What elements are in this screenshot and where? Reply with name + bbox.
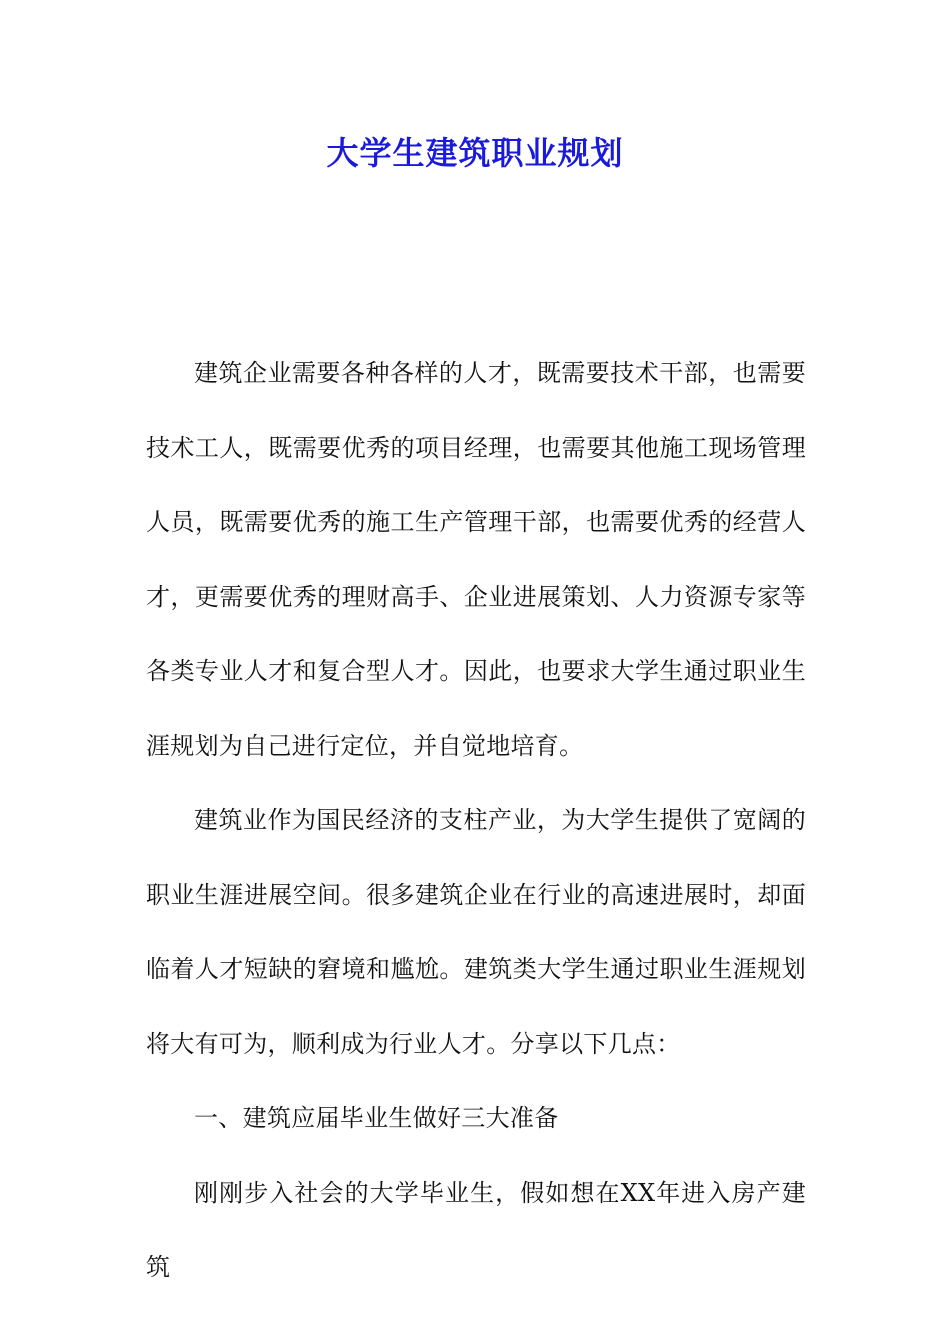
document-title: 大学生建筑职业规划 — [326, 134, 624, 172]
paragraph-1: 建筑企业需要各种各样的人才，既需要技术干部，也需要技术工人，既需要优秀的项目经理，也需要其他施工现场管理人员，既需要优秀的施工生产管理干部，也需要优秀的经营人才，更需要优秀的理财高手、企业进展策划、人力资源专家等各类专业人才和复合型人才。因此，也要求大学生通过职业生涯规划为自己进行定位，并自觉地培育。 — [146, 359, 806, 760]
paragraph-3: 刚刚步入社会的大学毕业生，假如想在XX年进入房产建筑 — [146, 1178, 806, 1281]
section-heading-1: 一、建筑应届毕业生做好三大准备 — [194, 1104, 559, 1132]
document-body — [146, 336, 806, 1305]
paragraph-2: 建筑业作为国民经济的支柱产业，为大学生提供了宽阔的职业生涯进展空间。很多建筑企业在行业的高速进展时，却面临着人才短缺的窘境和尴尬。建筑类大学生通过职业生涯规划将大有可为，顺利成为行业人才。分享以下几点： — [146, 806, 806, 1058]
